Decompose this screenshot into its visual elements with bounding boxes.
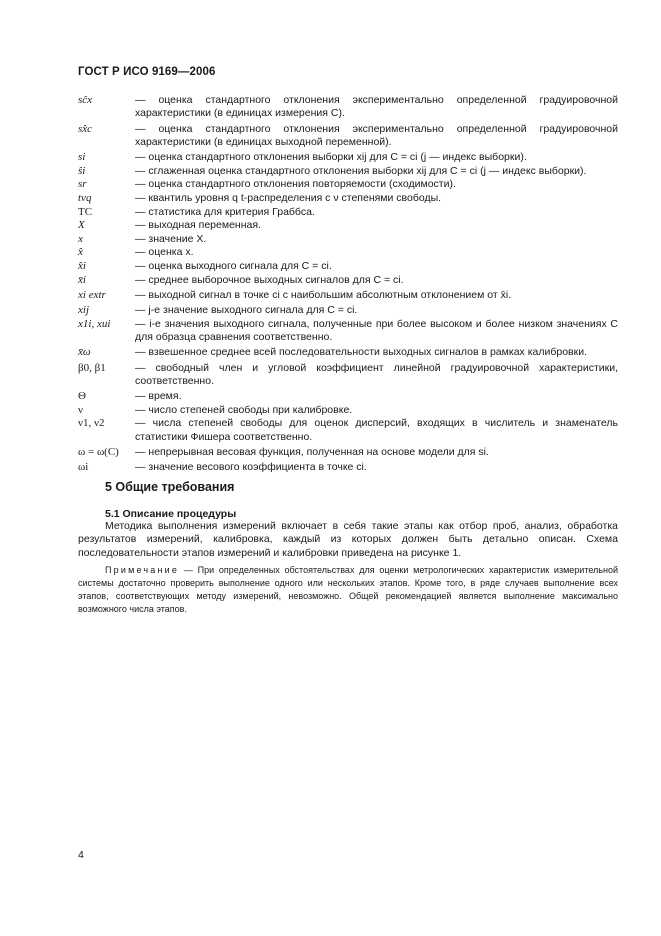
definition-text: — время. xyxy=(135,390,182,403)
definition-symbol: tνq xyxy=(78,191,92,204)
definition-row xyxy=(78,260,618,273)
definition-symbol: xi extr xyxy=(78,288,106,301)
definition-text: — число степеней свободы при калибровке. xyxy=(135,403,353,416)
page-number: 4 xyxy=(78,849,84,861)
definition-symbol: ŝi xyxy=(78,164,86,177)
definition-text: — оценка стандартного отклонения экспериментально определенной градуировочной характеристики (в единицах измерения C). xyxy=(135,94,618,120)
definition-row xyxy=(78,219,618,232)
definition-row xyxy=(78,390,618,403)
definition-symbol: sx̂c xyxy=(78,122,93,135)
definition-row xyxy=(78,289,618,302)
symbol-definitions-list xyxy=(78,94,618,475)
definition-symbol: x̂i xyxy=(78,259,86,272)
definition-text: — оценка выходного сигнала для C = ci. xyxy=(135,259,332,272)
definition-text: — оценка стандартного отклонения выборки xij для C = ci (j — индекс выборки). xyxy=(135,151,527,164)
definition-text: — свободный член и угловой коэффициент линейной градуировочной характеристики, соответственно. xyxy=(135,361,618,387)
definition-text: — i-е значения выходного сигнала, полученные при более высоком и более низком значениях C для образца сравнения соответственно. xyxy=(135,317,618,344)
note-paragraph xyxy=(78,564,618,616)
definition-symbol: x̂ xyxy=(78,246,83,259)
definition-text: — выходная переменная. xyxy=(135,219,261,232)
definition-symbol: ωi xyxy=(78,461,89,474)
definition-text: — среднее выборочное выходных сигналов для C = ci. xyxy=(135,273,404,286)
definition-row xyxy=(78,362,618,389)
definition-row xyxy=(78,446,618,459)
definition-row xyxy=(78,123,618,150)
note-lead: Примечание xyxy=(105,565,180,575)
definition-row xyxy=(78,304,618,317)
definition-symbol: Θ xyxy=(78,390,86,403)
definition-row xyxy=(78,178,618,191)
definition-symbol: x1i, xui xyxy=(78,317,111,330)
definition-row xyxy=(78,417,618,444)
definition-row xyxy=(78,461,618,474)
definition-text: — значение весового коэффициента в точке ci. xyxy=(135,461,367,474)
definition-row xyxy=(78,192,618,205)
note-text: — При определенных обстоятельствах для оценки метрологических характеристик измерительной системы достаточно проверить выполнение одного или нескольких этапов. Кроме того, в ряде случаев выполнение всех этапов, соответствующих методу измерений, невозможно. Общей рекомендацией является выполнение максимально возможного числа этапов. xyxy=(78,565,618,614)
section-heading: 5 Общие требования xyxy=(105,480,235,494)
definition-symbol: sr xyxy=(78,178,87,191)
definition-text: — j-е значение выходного сигнала для C = ci. xyxy=(135,304,358,317)
subsection-heading: 5.1 Описание процедуры xyxy=(105,508,237,520)
definition-symbol: β0, β1 xyxy=(78,361,106,374)
definition-row xyxy=(78,274,618,287)
definition-text: — числа степеней свободы для оценок дисперсий, входящих в числитель и знаменатель статистики Фишера соответственно. xyxy=(135,417,618,443)
definition-text: — взвешенное среднее всей последовательности выходных сигналов в рамках калибровки. xyxy=(135,346,588,359)
body-paragraph: Методика выполнения измерений включает в себя такие этапы как отбор проб, анализ, обработка результатов измерений, калибровка, каждый из которых должен быть детально описан. Схема последовательности этапов измерений и калибровки приведена на рисунке 1. xyxy=(78,520,618,559)
definition-text: — квантиль уровня q t-распределения с ν степенями свободы. xyxy=(135,191,442,204)
definition-text: — значение X. xyxy=(135,232,207,245)
definition-row xyxy=(78,318,618,345)
definition-symbol: x̄i xyxy=(78,273,86,286)
definition-row xyxy=(78,206,618,219)
definition-row xyxy=(78,246,618,259)
definition-symbol: X xyxy=(78,219,85,232)
definition-text: — статистика для критерия Граббса. xyxy=(135,205,315,218)
definition-row xyxy=(78,404,618,417)
definition-text: — выходной сигнал в точке ci с наибольшим абсолютным отклонением от x̄i. xyxy=(135,288,512,301)
definition-symbol: ν1, ν2 xyxy=(78,417,105,430)
definition-symbol: TC xyxy=(78,205,93,218)
definition-symbol: sĉx xyxy=(78,94,93,106)
definition-symbol: ω = ω(C) xyxy=(78,445,119,458)
document-header: ГОСТ Р ИСО 9169—2006 xyxy=(78,66,216,78)
definition-symbol: si xyxy=(78,151,86,164)
definition-row xyxy=(78,165,618,178)
definition-text: — непрерывная весовая функция, полученная на основе модели для si. xyxy=(135,445,489,458)
definition-text: — оценка x. xyxy=(135,246,194,259)
definition-symbol: x xyxy=(78,232,83,245)
definition-symbol: ν xyxy=(78,403,83,416)
definition-row xyxy=(78,151,618,164)
definition-symbol: x̄ω xyxy=(78,346,91,359)
definition-text: — оценка стандартного отклонения экспериментально определенной градуировочной характеристики (в единицах выходной переменной). xyxy=(135,122,618,148)
definition-text: — сглаженная оценка стандартного отклонения выборки xij для C = ci (j — индекс выборки). xyxy=(135,164,587,177)
definition-text: — оценка стандартного отклонения повторяемости (сходимости). xyxy=(135,178,456,191)
definition-row xyxy=(78,94,618,121)
definition-symbol: xij xyxy=(78,304,89,317)
definition-row xyxy=(78,233,618,246)
definition-row xyxy=(78,346,618,359)
